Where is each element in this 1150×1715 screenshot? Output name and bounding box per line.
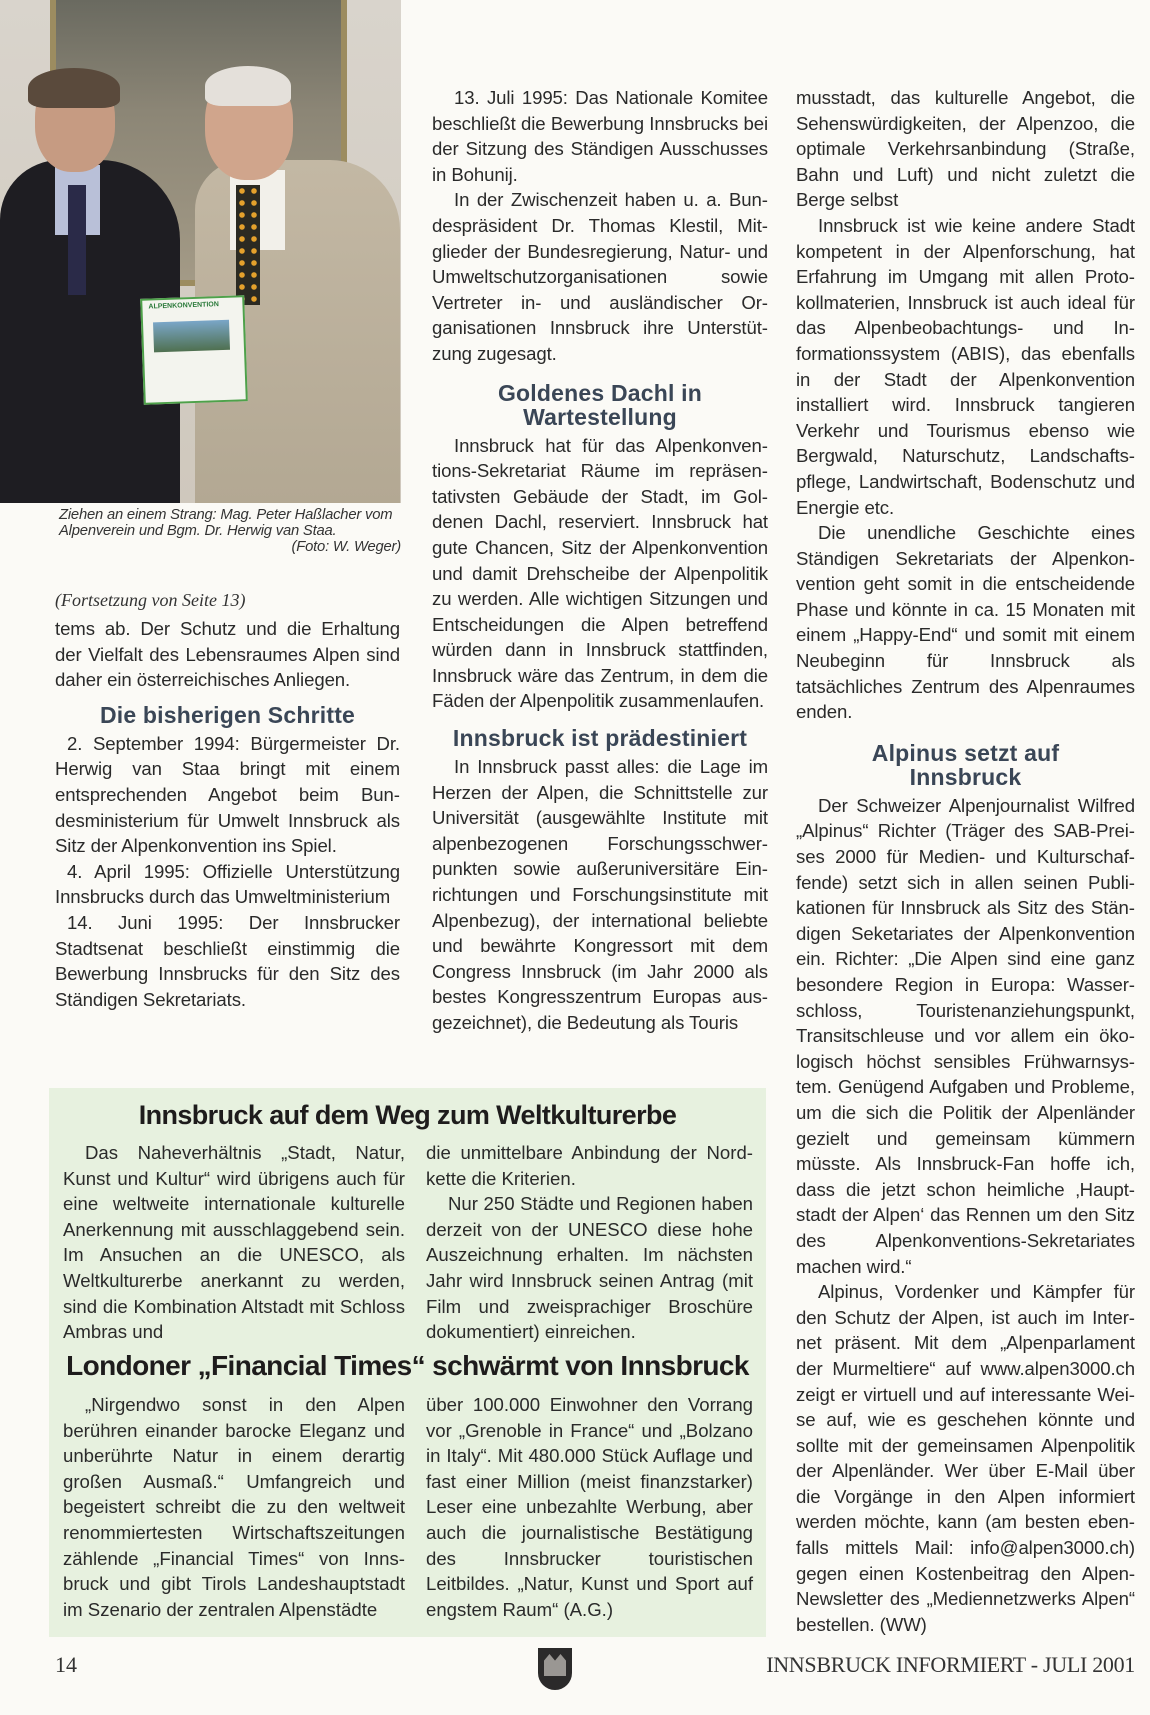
- publication-footer: INNSBRUCK INFORMIERT - JULI 2001: [766, 1652, 1135, 1677]
- heading-weltkulturerbe: Innsbruck auf dem Weg zum Weltkulturerbe: [138, 1100, 677, 1130]
- paragraph: 13. Juli 1995: Das Nationale Komitee beschließt die Bewerbung Innsbrucks bei der Sitzung des Ständigen Ausschusses in Bohunij.: [432, 87, 768, 185]
- paragraph: Das Naheverhältnis „Stadt, Natur, Kunst und Kultur“ wird übrigens auch für eine weltweite internationale kulturelle Anerkennung mit ausschlaggebend sein. Im Ansuchen an die UNESCO, als Weltkulturerbe anerkannt zu werden, sind die Kombination Altstadt mit Schloss Ambras und: [63, 1142, 405, 1343]
- article-photo: [0, 0, 401, 503]
- paragraph: Die unendliche Geschichte eines Ständigen Sekretariats der Alpenkonvention geht somit in die entscheidende Phase und könnte in ca. 15 Monaten mit einem „Happy-End“ und somit mit einem Neubeginn für Innsbruck als tatsächliches Zentrum des Alpenraumes enden.: [796, 522, 1135, 723]
- ft-left-column: [63, 1392, 405, 1622]
- photo-credit: (Foto: W. Weger): [291, 539, 401, 555]
- paragraph: Innsbruck ist wie keine andere Stadt kompetent in der Alpenforschung, hat Erfahrung im Umgang mit allen Protokollmaterien, Innsbruck ist auch ideal für das Alpenbeobachtungs- und Informationssystem (ABIS), das ebenfalls in der Stadt der Alpenkonvention installiert wird. Innsbruck tangieren Verkehr und Tourismus ebenso wie Bergwald, Naturschutz, Landschaftspflege, Landwirtschaft, Bodenschutz und Energie etc.: [796, 214, 1135, 518]
- paragraph: Der Schweizer Alpenjournalist Wilfred „Alpinus“ Richter (Träger des SAB-Preises 2000 für Medien- und Kulturschaffende) setzt sich in allen seinen Publikationen für Innsbruck als Sitz des Ständigen Seketariates der Alpenkonvention ein. Richter: „Die Alpen sind eine ganz besondere Region in Europa: Wasserschloss, Touristenanziehungspunkt, Transitschleuse und vor allem ein ökologisch höchst sensibles Frühwarnsystem. Genügend Aufgaben und Probleme, um die sich die Politik der Alpenländer gezielt und gemeinsam kümmern müsste. Als Innsbruck-Fan hoffe ich, dass die jetzt schon heimliche ‚Hauptstadt der Alpen‘ das Rennen um den Sitz des Alpenkonventions-Sekretariates machen wird.“: [796, 794, 1135, 1277]
- highlight-box: [49, 1088, 766, 1637]
- tie-right: [236, 185, 260, 305]
- alpenkonvention-book: [140, 295, 248, 405]
- paragraph: Alpinus, Vordenker und Kämpfer für den Schutz der Alpen, ist auch im Internet präsent. Mit dem „Alpenparlament der Murmeltiere“ auf www.alpen3000.ch zeigt er virtuell und auf interessante Weise auf, wie es geschehen könnte und sollte mit der gemeinsamen Alpenpolitik der Alpenländer. Wer über E-Mail über die Vorgänge in den Alpen informiert werden möchte, kann (am besten ebenfalls mittels Mail: info@alpen3000.ch) gegen einen Kostenbeitrag den Alpen-Newsletter des „Mediennetzwerks Alpen“ bestellen. (WW): [796, 1281, 1135, 1635]
- paragraph: In Innsbruck passt alles: die Lage im Herzen der Alpen, die Schnittstelle zur Universität (ausgewählte Institute mit alpenbezogenen Forschungsschwerpunkten sowie außeruniversitäre Einrichtungen und Forschungsinstitute mit Alpenbezug), der international beliebte und bewährte Kongressort mit dem Congress Innsbruck (im Jahr 2000 als bestes Kongresszentrum Europas ausgezeichnet), die Bedeutung als Touris: [432, 756, 768, 1033]
- heading-praedestiniert: Innsbruck ist prädestiniert: [452, 725, 748, 752]
- page-number: 14: [55, 1652, 77, 1677]
- heading-financial-times: Londoner „Financial Times“ schwärmt von Innsbruck: [66, 1350, 749, 1381]
- caption-text: Ziehen an einem Strang: Mag. Peter Haßlacher vom Alpenverein und Bgm. Dr. Herwig van Staa.: [59, 507, 393, 539]
- paragraph: Innsbruck hat für das Alpenkonventions-Sekretariat Räume im repräsentativsten Gebäude der Stadt, im Goldenen Dachl, reserviert. Innsbruck hat gute Chancen, Sitz der Alpenkonvention und damit Drehscheibe der Alpenpolitik zu werden. Alle wichtigen Sitzungen und Entscheidungen die Alpen betreffend würden dann in Innsbruck stattfinden, Innsbruck wäre das Zentrum, in dem die Fäden der Alpenpolitik zusammenlaufen.: [432, 434, 768, 712]
- crest-bridge-icon: [544, 1654, 566, 1676]
- book-cover-image: [153, 320, 230, 353]
- hair-left: [28, 68, 120, 108]
- continuation-note: (Fortsetzung von Seite 13): [55, 590, 246, 610]
- kulturerbe-right-column: [426, 1140, 753, 1345]
- left-column: [55, 616, 400, 1012]
- heading-alpinus: Alpinus setzt auf Innsbruck: [871, 739, 1060, 790]
- paragraph: 14. Juni 1995: Der Innsbrucker Stadtsenat beschließt einstimmig die Bewerbung Innsbrucks für den Sitz des Ständigen Sekretariats.: [55, 911, 400, 1010]
- heading-goldenes-dachl: Goldenes Dachl in Wartestellung: [497, 379, 703, 430]
- paragraph: Nur 250 Städte und Regionen haben derzeit von der UNESCO diese hohe Auszeichnung erhalten. Im nächsten Jahr wird Innsbruck seinen Antrag (mit Film und zweisprachiger Broschüre dokumentiert) einreichen.: [426, 1193, 753, 1343]
- paragraph: musstadt, das kulturelle Angebot, die Sehenswürdigkeiten, der Alpenzoo, die optimale Verkehrsanbindung (Straße, Bahn und Luft) und nicht zuletzt die Berge selbst: [796, 87, 1135, 211]
- kulturerbe-left-column: [63, 1140, 405, 1345]
- heading-bisherige-schritte: Die bisherigen Schritte: [99, 701, 356, 728]
- paragraph: über 100.000 Einwohner den Vorrang vor „Grenoble in France“ und „Bolzano in Italy“. Mit 480.000 Stück Auflage und fast einer Million (meist finanzstarker) Leser eine unbezahlte Werbung, aber auch die journalistische Bestätigung des Innsbrucker touristischen Leitbildes. „Natur, Kunst und Sport auf engstem Raum“ (A.G.): [426, 1394, 753, 1620]
- photo-caption: [59, 507, 401, 555]
- paragraph: In der Zwischenzeit haben u. a. Bundespräsident Dr. Thomas Klestil, Mitglieder der Bundesregierung, Natur- und Umweltschutzorganisationen sowie Vertreter in- und ausländischer Organisationen Innsbruck ihre Unterstützung zugesagt.: [432, 189, 768, 364]
- ft-right-column: [426, 1392, 753, 1622]
- tie-left: [68, 185, 86, 295]
- middle-column: [432, 85, 768, 1036]
- paragraph: 4. April 1995: Offizielle Unterstützung Innsbrucks durch das Umweltministerium: [55, 860, 400, 908]
- paragraph: „Nirgendwo sonst in den Alpen berühren einander barocke Eleganz und unberührte Natur in einem derartig großen Ausmaß.“ Umfangreich und begeistert schreibt die zu den weltweit renommiertesten Wirtschaftszeitungen zählende „Financial Times“ von Innsbruck und gibt Tirols Landeshauptstadt im Szenario der zentralen Alpenstädte: [63, 1394, 405, 1620]
- paragraph: die unmittelbare Anbindung der Nordkette die Kriterien.: [426, 1142, 753, 1189]
- coat-of-arms-icon: [538, 1648, 572, 1690]
- book-title: ALPENKONVENTION: [148, 301, 219, 311]
- hair-right: [205, 66, 291, 106]
- paragraph: 2. September 1994: Bürgermeister Dr. Herwig van Staa bringt mit einem entsprechenden Angebot beim Bundesministerium für Umwelt Innsbruck als Sitz der Alpenkonvention ins Spiel.: [55, 732, 400, 857]
- right-column: [796, 85, 1135, 1637]
- intro-paragraph: tems ab. Der Schutz und die Erhaltung der Vielfalt des Lebensraumes Alpen sind daher ein österreichisches Anliegen.: [55, 618, 400, 691]
